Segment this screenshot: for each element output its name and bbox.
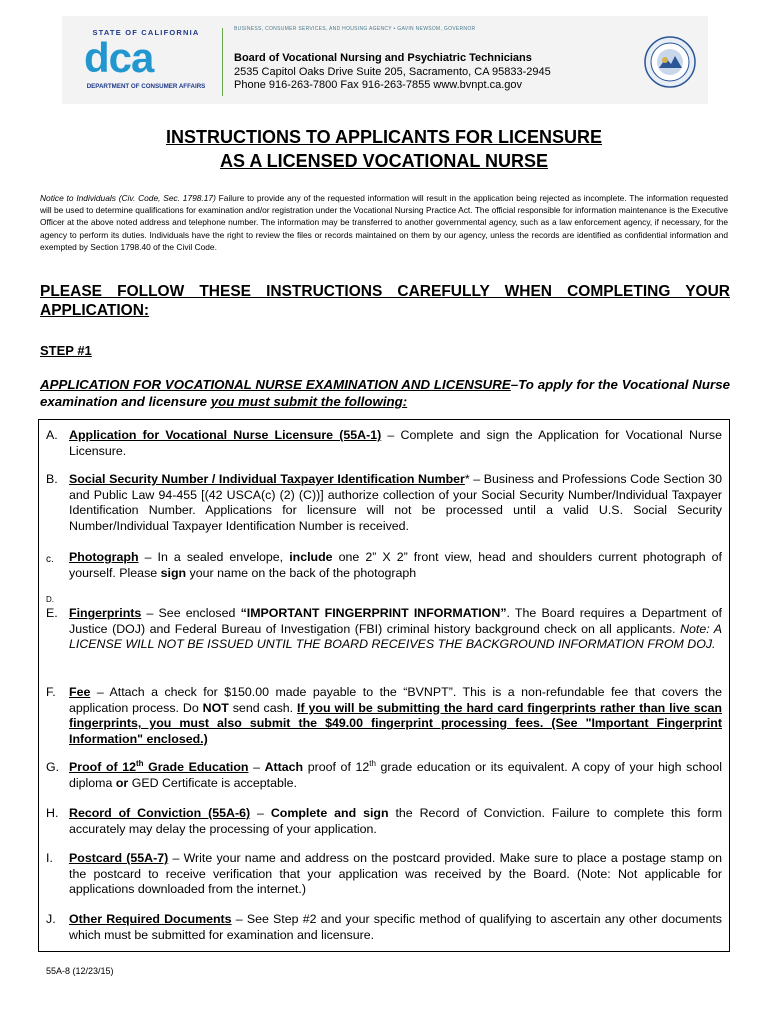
item-a (46, 428, 722, 459)
item-c-text-2: one 2” X 2” front view, head and shoulders current photograph of yourself. Please (69, 550, 722, 580)
item-g-text-4: GED Certificate is acceptable. (128, 775, 297, 790)
item-c-sign: sign (160, 565, 187, 580)
item-j (46, 912, 722, 943)
item-e-text-2: . The Board requires a Department of Justice (DOJ) and Federal Bureau of Investigation (FBI) criminal history background check on all applicants. (69, 606, 722, 636)
item-e-title: Fingerprints (69, 606, 142, 620)
item-label: I. (46, 851, 53, 865)
item-h-text-2: the Record of Conviction. Failure to complete this form accurately may delay the processing of your application. (69, 806, 723, 836)
item-c (46, 550, 722, 581)
item-d-label: D. (46, 595, 54, 604)
privacy-notice (40, 192, 728, 253)
item-h-text-1: – (250, 806, 271, 820)
document-title-line2: AS A LICENSED VOCATIONAL NURSE (219, 151, 549, 171)
dca-logo (80, 28, 212, 94)
item-g-title-sup: th (136, 758, 144, 768)
board-phone-fax-web: Phone 916-263-7800 Fax 916-263-7855 www.bvnpt.ca.gov (234, 79, 523, 91)
item-g-or: or (115, 775, 129, 790)
application-rest-underlined: you must submit the following: (210, 394, 408, 409)
item-g-text-1: – (248, 760, 265, 774)
item-j-title: Other Required Documents (69, 912, 232, 926)
letterhead-divider (222, 28, 223, 96)
item-e-text-1: – See enclosed (141, 606, 241, 620)
item-b-star: * (464, 472, 470, 486)
notice-body: Failure to provide any of the requested information will result in the application being rejected as incomplete. The information requested will be used to determine qualifications for examination and/or registration under the Vocational Nursing Practice Act. The official responsible for information maintenance is the Executive Officer at the above noted address and telephone number. The information may be transferred to another governmental agency, such as a law enforcement agency, if necessary, for the agency to perform its duties. Individuals have the right to review the files or records maintained on them by our agency, unless the records are identified as confidential information and exempted by Section 1798.40 of the Civil Code. (40, 193, 729, 252)
item-a-title: Application for Vocational Nurse Licensure (55A-1) (69, 428, 382, 442)
item-h-complete: Complete and sign (270, 806, 389, 820)
item-c-title: Photograph (69, 550, 139, 564)
item-g-text-2: proof of 12 (303, 760, 370, 774)
item-label: H. (46, 806, 59, 820)
logo-dept-text: DEPARTMENT OF CONSUMER AFFAIRS (86, 83, 206, 90)
item-b-title: Social Security Number / Individual Taxpayer Identification Number (69, 472, 465, 486)
step-1-heading: STEP #1 (40, 343, 92, 358)
item-f-fingerprint-fee-note: If you will be submitting the hard card fingerprints rather than live scan fingerprints, you must also submit the $49.00 fingerprint processing fees. (See "Important Fingerprint Information" enclosed.) (69, 700, 722, 746)
item-h-title: Record of Conviction (55A-6) (69, 806, 251, 820)
item-i-title: Postcard (55A-7) (69, 851, 169, 865)
item-i-text: – Write your name and address on the postcard provided. Make sure to place a postage stamp on the postcard to receive verification that your application was received by the Board. (Note: Not applicable for applications downloaded from the internet.) (69, 851, 722, 897)
application-rest: –To apply for the Vocational Nurse examination and licensure (40, 377, 730, 409)
item-label: c. (46, 554, 54, 565)
item-e-important: “IMPORTANT FINGERPRINT INFORMATION” (240, 606, 507, 620)
item-e (46, 606, 722, 653)
item-f-text-2: send cash. (228, 700, 298, 715)
item-a-text: – Complete and sign the Application for Vocational Nurse Licensure. (69, 428, 722, 458)
item-label: A. (46, 428, 58, 442)
item-b (46, 472, 722, 534)
california-seal-icon (644, 36, 696, 88)
item-f-not: NOT (202, 700, 229, 715)
item-f (46, 685, 722, 747)
item-g-text-sup: th (369, 758, 376, 768)
item-g-title-b: Grade Education (143, 760, 249, 774)
notice-lead: Notice to Individuals (Civ. Code, Sec. 1798.17) (40, 193, 216, 203)
item-c-text-1: – In a sealed envelope, (138, 550, 290, 564)
item-label: F. (46, 685, 56, 699)
application-title: APPLICATION FOR VOCATIONAL NURSE EXAMINATION AND LICENSURE (40, 377, 511, 392)
item-label: B. (46, 472, 58, 486)
item-i (46, 851, 722, 898)
item-label: E. (46, 606, 58, 620)
item-g (46, 760, 722, 791)
instructions-heading: PLEASE FOLLOW THESE INSTRUCTIONS CAREFULLY WHEN COMPLETING YOUR APPLICATION: (40, 283, 730, 319)
item-j-text: – See Step #2 and your specific method of qualifying to ascertain any other documents which must be submitted for examination and licensure. (69, 912, 722, 942)
item-e-note: Note: A LICENSE WILL NOT BE ISSUED UNTIL THE BOARD RECEIVES THE BACKGROUND INFORMATION FROM DOJ. (69, 621, 722, 652)
form-number: 55A-8 (12/23/15) (46, 966, 114, 976)
item-g-title-a: Proof of 12 (69, 760, 137, 774)
board-address: 2535 Capitol Oaks Drive Suite 205, Sacramento, CA 95833-2945 (234, 66, 551, 78)
document-title-line1: INSTRUCTIONS TO APPLICANTS FOR LICENSURE (165, 127, 603, 147)
item-g-title (69, 760, 248, 774)
item-f-text-1: – Attach a check for $150.00 made payable to the “BVNPT”. This is a non-refundable fee that covers the application process. Do (69, 685, 722, 715)
board-name: Board of Vocational Nursing and Psychiatric Technicians (234, 52, 532, 64)
item-h (46, 806, 722, 837)
item-label: G. (46, 760, 60, 774)
item-c-text-3: your name on the back of the photograph (186, 565, 417, 580)
item-b-text: – Business and Professions Code Section 30 and Public Law 94-455 [(42 USCA(c) (2) (C))] authorize collection of your Social Security Number/Individual Taxpayer Identification Number. Applications for licensure will not be processed until a valid U.S. Social Security Number/Individual Taxpayer Identification Number is received. (69, 472, 722, 533)
item-f-title: Fee (69, 685, 91, 699)
item-g-text-3: grade education or its equivalent. A copy of your high school diploma (69, 760, 722, 790)
logo-dca-text: dca (84, 34, 154, 81)
item-c-include: include (289, 550, 333, 564)
item-label: J. (46, 912, 56, 926)
item-g-attach: Attach (264, 760, 304, 774)
logo-state-text: STATE OF CALIFORNIA (92, 28, 200, 37)
application-heading (40, 376, 730, 410)
agency-line: BUSINESS, CONSUMER SERVICES, AND HOUSING AGENCY • GAVIN NEWSOM, GOVERNOR (234, 26, 476, 32)
